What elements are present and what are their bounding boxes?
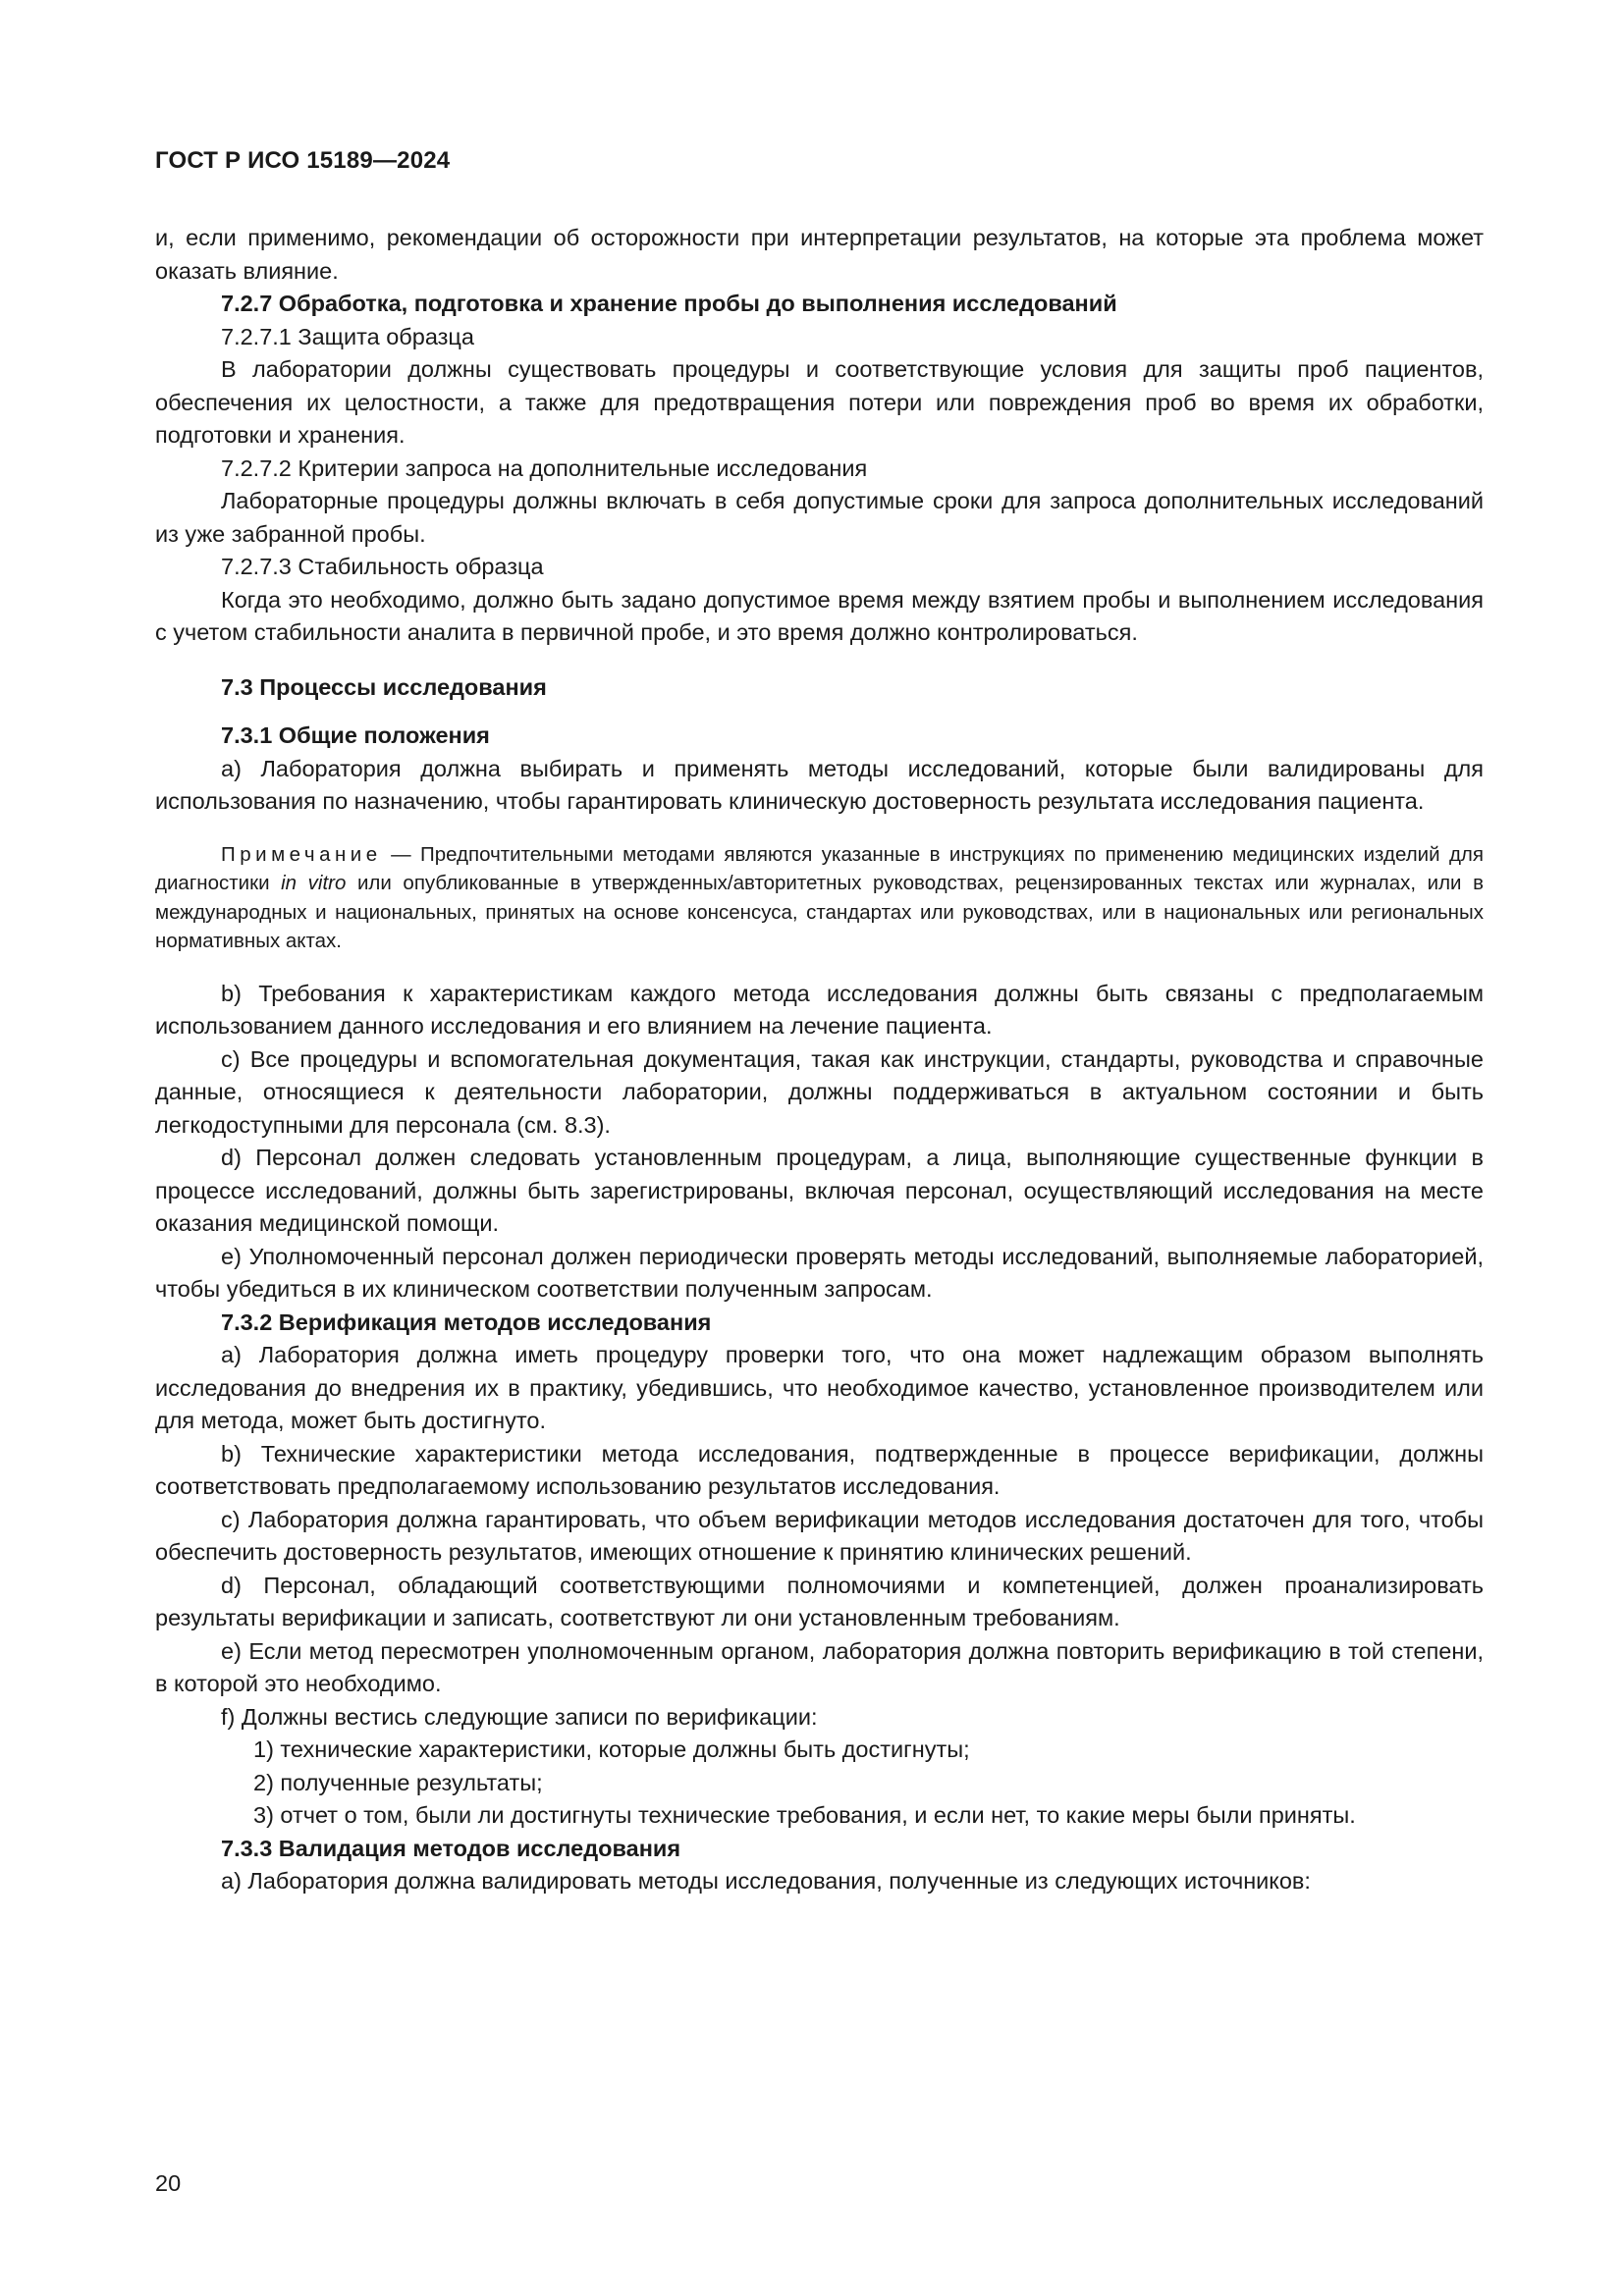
paragraph-7-3-1-c: c) Все процедуры и вспомогательная документация, такая как инструкции, стандарты, руководства и справочные данные, относящиеся к деятельности лаборатории, должны поддерживаться в актуальном состоянии и быть легкодоступными для персонала (см. 8.3). xyxy=(155,1045,1484,1138)
paragraph-7-3-2-d: d) Персонал, обладающий соответствующими полномочиями и компетенцией, должен проанализировать результаты верификации и записать, соответствуют ли они установленным требованиям. xyxy=(155,1572,1484,1630)
paragraph-7-3-1-e: e) Уполномоченный персонал должен периодически проверять методы исследований, выполняемые лабораторией, чтобы убедиться в их клиническом соответствии полученным запросам. xyxy=(155,1243,1484,1302)
paragraph-7-3-2-e: e) Если метод пересмотрен уполномоченным органом, лаборатория должна повторить верификацию в той степени, в которой это необходимо. xyxy=(155,1637,1484,1696)
paragraph-7-2-7-2: Лабораторные процедуры должны включать в себя допустимые сроки для запроса дополнительных исследований из уже забранной пробы. xyxy=(155,488,1484,547)
paragraph-7-3-1-a: а) Лаборатория должна выбирать и применять методы исследований, которые были валидированы для использования по назначению, чтобы гарантировать клиническую достоверность результата исследования пациента. xyxy=(155,755,1484,814)
subsection-heading-7-2-7-1: 7.2.7.1 Защита образца xyxy=(221,323,474,349)
section-heading-7-3-2: 7.3.2 Верификация методов исследования xyxy=(221,1308,712,1335)
section-heading-7-3: 7.3 Процессы исследования xyxy=(221,673,547,700)
list-item-1: 1) технические характеристики, которые должны быть достигнуты; xyxy=(253,1736,970,1762)
paragraph-7-3-1-b: b) Требования к характеристикам каждого метода исследования должны быть связаны с предполагаемым использованием данного исследования и его влиянием на лечение пациента. xyxy=(155,980,1484,1039)
note-label: Примечание xyxy=(221,842,382,866)
paragraph-7-3-1-d: d) Персонал должен следовать установленным процедурам, а лица, выполняющие существенные функции в процессе исследований, должны быть зарегистрированы, включая персонал, осуществляющий исследования на месте оказания медицинской помощи. xyxy=(155,1145,1484,1236)
note-italic: in vitro xyxy=(281,872,347,894)
subsection-heading-7-2-7-3: 7.2.7.3 Стабильность образца xyxy=(221,554,544,579)
page-number: 20 xyxy=(155,2170,182,2196)
section-heading-7-2-7: 7.2.7 Обработка, подготовка и хранение пробы до выполнения исследований xyxy=(221,291,1117,316)
note-block xyxy=(155,840,1484,956)
subsection-heading-7-2-7-2: 7.2.7.2 Критерии запроса на дополнительные исследования xyxy=(221,454,868,481)
paragraph-7-3-2-c: c) Лаборатория должна гарантировать, что объем верификации методов исследования достаточен для того, чтобы обеспечить достоверность результатов, имеющих отношение к принятию клинических решений. xyxy=(155,1506,1484,1565)
running-header: ГОСТ Р ИСО 15189—2024 xyxy=(155,147,451,174)
note-text-part-1: — Предпочтительными методами являются указанные в инструкциях по применению медицинских изделий для диагностики xyxy=(155,842,1484,894)
paragraph-7-2-7-3: Когда это необходимо, должно быть задано допустимое время между взятием пробы и выполнением исследования с учетом стабильности аналита в первичной пробе, и это время должно контролироваться. xyxy=(155,586,1484,645)
section-heading-7-3-3: 7.3.3 Валидация методов исследования xyxy=(221,1835,681,1861)
list-item-2: 2) полученные результаты; xyxy=(253,1769,543,1795)
note-text-part-2: или опубликованные в утвержденных/авторитетных руководствах, рецензированных текстах или журналах, или в международных и национальных, принятых на основе консенсуса, стандартах или руководствах, или в национальных или региональных нормативных актах. xyxy=(155,872,1484,952)
paragraph-7-3-2-f: f) Должны вестись следующие записи по верификации: xyxy=(221,1703,818,1730)
document-page xyxy=(155,147,1484,1898)
list-item-3: 3) отчет о том, были ли достигнуты технические требования, и если нет, то какие меры были приняты. xyxy=(253,1802,1356,1828)
paragraph-7-3-3-a: а) Лаборатория должна валидировать методы исследования, полученные из следующих источников: xyxy=(221,1868,1311,1894)
paragraph-continuation: и, если применимо, рекомендации об осторожности при интерпретации результатов, на которые эта проблема может оказать влияние. xyxy=(155,225,1484,284)
paragraph-7-3-2-a: а) Лаборатория должна иметь процедуру проверки того, что она может надлежащим образом выполнять исследования до внедрения их в практику, убедившись, что необходимое качество, установленное производителем или для метода, может быть достигнуто. xyxy=(155,1342,1484,1433)
section-heading-7-3-1: 7.3.1 Общие положения xyxy=(221,722,490,748)
paragraph-7-2-7-1: В лаборатории должны существовать процедуры и соответствующие условия для защиты проб пациентов, обеспечения их целостности, а также для предотвращения потери или повреждения проб во время их обработки, подготовки и хранения. xyxy=(155,356,1484,448)
paragraph-7-3-2-b: b) Технические характеристики метода исследования, подтвержденные в процессе верификации, должны соответствовать предполагаемому использованию результатов исследования. xyxy=(155,1440,1484,1499)
